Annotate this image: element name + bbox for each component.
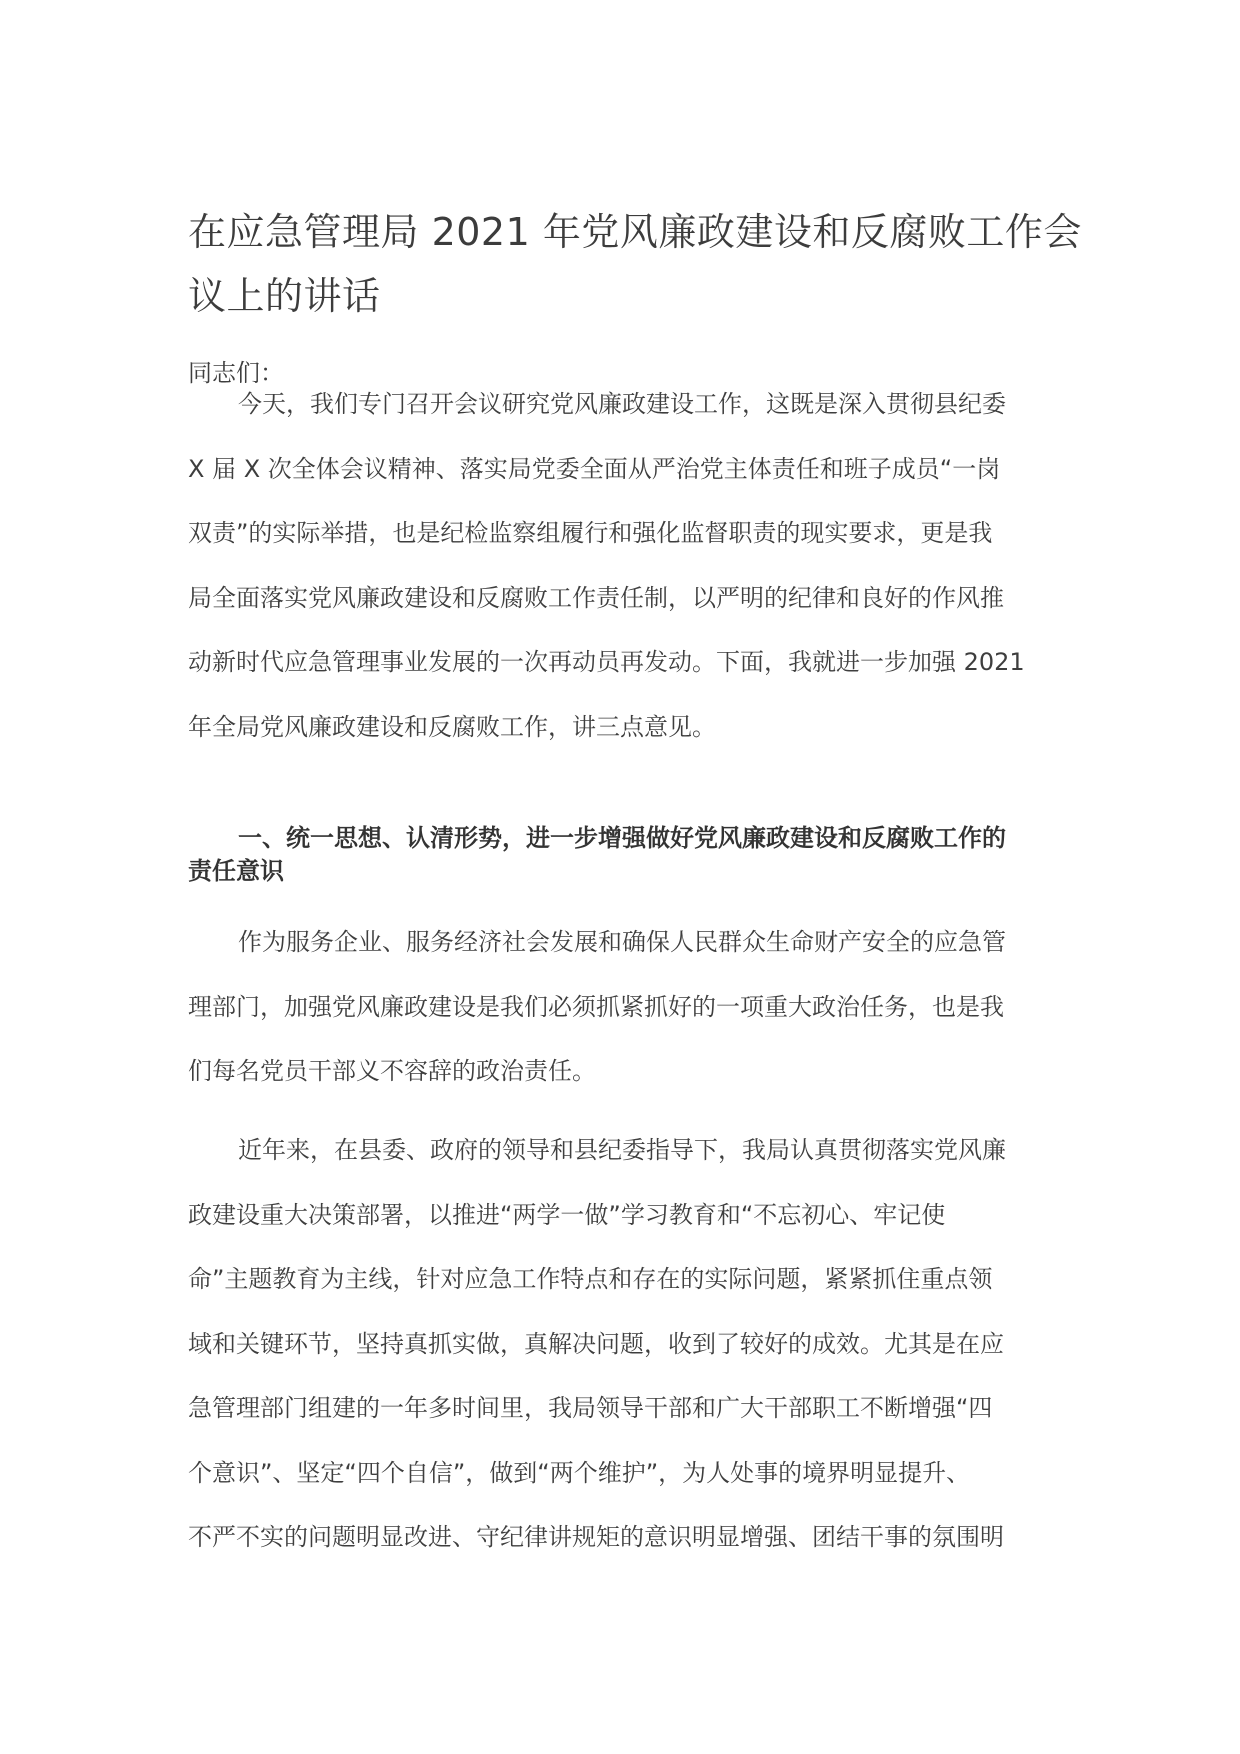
title-line: 议上的讲话 [188,274,381,318]
paragraph-line: 政建设重大决策部署，以推进“两学一做”学习教育和“不忘初心、牢记使 [188,1200,946,1229]
paragraph-line: 年全局党风廉政建设和反腐败工作，讲三点意见。 [188,712,716,741]
paragraph-line: 个意识”、坚定“四个自信”，做到“两个维护”，为人处事的境界明显提升、 [188,1458,971,1487]
paragraph-line: 命”主题教育为主线，针对应急工作特点和存在的实际问题，紧紧抓住重点领 [188,1265,993,1293]
paragraph-line: 作为服务企业、服务经济社会发展和确保人民群众生命财产安全的应急管 [238,928,1006,956]
section-paragraph [188,910,1058,1104]
paragraph-line: X 届 X 次全体会议精神、落实局党委全面从严治党主体责任和班子成员“一岗 [188,454,1001,483]
paragraph-line: 们每名党员干部义不容辞的政治责任。 [188,1057,596,1085]
paragraph-line: 今天，我们专门召开会议研究党风廉政建设工作，这既是深入贯彻县纪委 [238,390,1006,418]
paragraph-line: 近年来，在县委、政府的领导和县纪委指导下，我局认真贯彻落实党风廉 [238,1136,1006,1164]
paragraph-line: 急管理部门组建的一年多时间里，我局领导干部和广大干部职工不断增强“四 [188,1394,993,1422]
paragraph-line: 域和关键环节，坚持真抓实做，真解决问题，收到了较好的成效。尤其是在应 [188,1329,1004,1358]
heading-line: 责任意识 [188,857,284,885]
title-line: 在应急管理局 2021 年党风廉政建设和反腐败工作会 [188,210,1082,254]
heading-line: 一、统一思想、认清形势，进一步增强做好党风廉政建设和反腐败工作的 [238,824,1006,852]
paragraph-line: 不严不实的问题明显改进、守纪律讲规矩的意识明显增强、团结干事的氛围明 [188,1523,1004,1551]
section-paragraph [188,1118,1058,1570]
salutation: 同志们： [188,359,284,387]
paragraph-line: 理部门，加强党风廉政建设是我们必须抓紧抓好的一项重大政治任务，也是我 [188,992,1004,1021]
document-title [188,200,1082,328]
paragraph-line: 双责”的实际举措，也是纪检监察组履行和强化监督职责的现实要求，更是我 [188,519,993,547]
section-heading [188,822,1058,888]
paragraph-line: 动新时代应急管理事业发展的一次再动员再发动。下面，我就进一步加强 2021 [188,648,1025,676]
paragraph-line: 局全面落实党风廉政建设和反腐败工作责任制，以严明的纪律和良好的作风推 [188,583,1004,612]
opening-paragraph [188,372,1058,759]
